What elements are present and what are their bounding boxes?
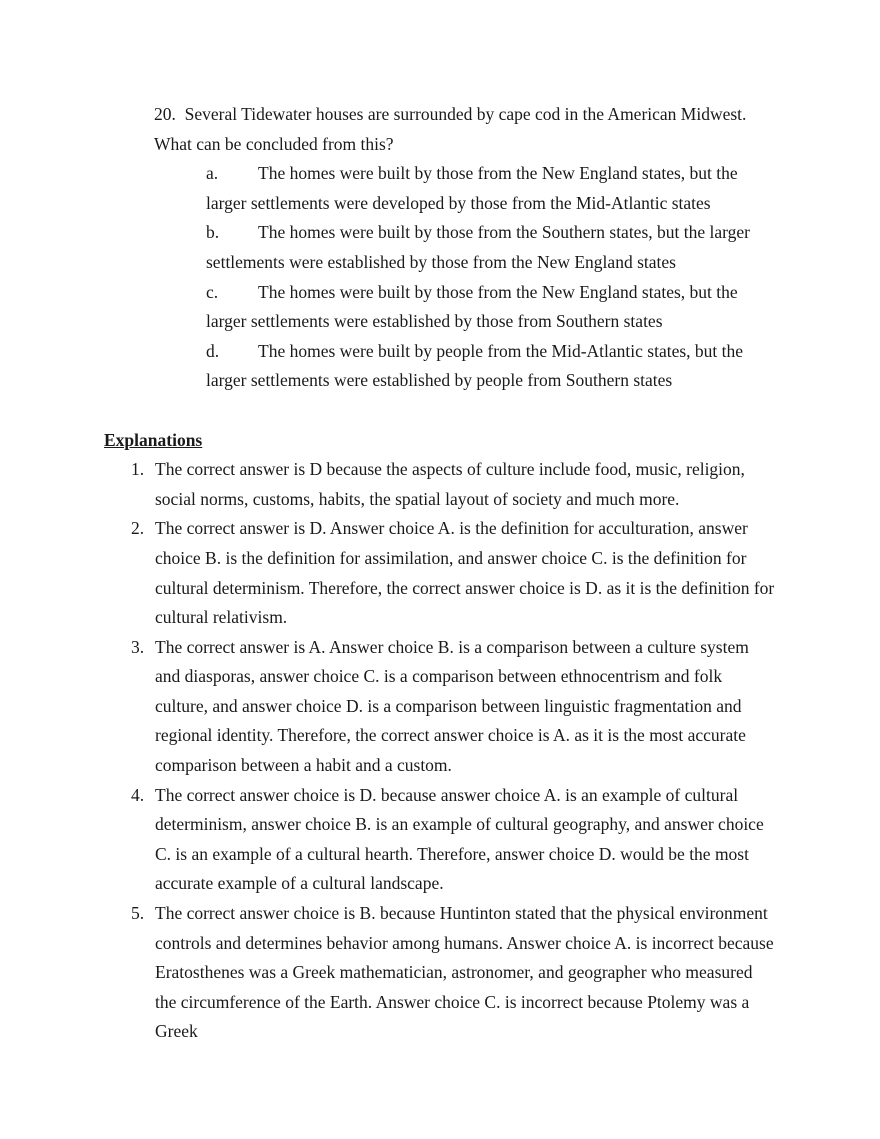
explanations-list xyxy=(104,455,776,1047)
option-marker-d: d. xyxy=(206,340,220,361)
explanation-item xyxy=(104,899,776,1047)
explanation-text-3: The correct answer is A. Answer choice B. is a comparison between a culture system and diasporas, answer choice C. is a comparison between ethnocentrism and folk culture, and answer choice D. is a comparison between linguistic fragmentation and regional identity. Therefore, the correct answer choice is A. as it is the most accurate comparison between a habit and a custom. xyxy=(155,636,749,776)
answer-option[interactable] xyxy=(104,218,776,277)
question-number: 20. xyxy=(154,104,176,124)
answer-option[interactable] xyxy=(104,159,776,218)
question-stem-text: Several Tidewater houses are surrounded by cape cod in the American Midwest. What can be concluded from this? xyxy=(154,104,747,154)
option-text-a: The homes were built by those from the New England states, but the larger settlements were developed by those from the Mid-Atlantic states xyxy=(206,163,738,213)
explanations-heading xyxy=(104,426,776,456)
explanations-heading-text: Explanations xyxy=(104,429,203,450)
question-stem-spacer xyxy=(176,104,185,124)
question-stem xyxy=(104,100,776,159)
option-marker-c: c. xyxy=(206,281,219,302)
explanation-item xyxy=(104,514,776,632)
explanation-marker-1: 1. xyxy=(131,459,145,480)
explanation-text-2: The correct answer is D. Answer choice A. is the definition for acculturation, answer choice B. is the definition for assimilation, and answer choice C. is the definition for cultural determinism. Therefore, the correct answer choice is D. as it is the definition for cultural relativism. xyxy=(155,518,775,628)
explanation-marker-5: 5. xyxy=(131,903,145,924)
explanation-marker-3: 3. xyxy=(131,636,145,657)
option-text-b: The homes were built by those from the Southern states, but the larger settlements were established by those from the New England states xyxy=(206,222,750,272)
explanation-marker-2: 2. xyxy=(131,518,145,539)
section-spacer xyxy=(104,396,776,426)
answer-options-list xyxy=(104,159,776,396)
explanation-text-4: The correct answer choice is D. because answer choice A. is an example of cultural determinism, answer choice B. is an example of cultural geography, and answer choice C. is an example of a cultural hearth. Therefore, answer choice D. would be the most accurate example of a cultural landscape. xyxy=(155,784,764,894)
explanation-text-1: The correct answer is D because the aspects of culture include food, music, religion, social norms, customs, habits, the spatial layout of society and much more. xyxy=(155,459,745,509)
answer-option[interactable] xyxy=(104,278,776,337)
option-marker-a: a. xyxy=(206,163,219,184)
explanation-item xyxy=(104,455,776,514)
page-content xyxy=(104,100,776,1047)
question-block xyxy=(104,100,776,396)
explanation-text-5: The correct answer choice is B. because Huntinton stated that the physical environment controls and determines behavior among humans. Answer choice A. is incorrect because Eratosthenes was a Greek mathematician, astronomer, and geographer who measured the circumference of the Earth. Answer choice C. is incorrect because Ptolemy was a Greek xyxy=(155,903,774,1042)
explanation-item xyxy=(104,633,776,781)
explanation-marker-4: 4. xyxy=(131,784,145,805)
answer-option[interactable] xyxy=(104,337,776,396)
explanation-item xyxy=(104,781,776,899)
option-marker-b: b. xyxy=(206,222,220,243)
option-text-c: The homes were built by those from the New England states, but the larger settlements were established by those from Southern states xyxy=(206,281,738,332)
option-text-d: The homes were built by people from the Mid-Atlantic states, but the larger settlements were established by people from Southern states xyxy=(206,340,744,391)
